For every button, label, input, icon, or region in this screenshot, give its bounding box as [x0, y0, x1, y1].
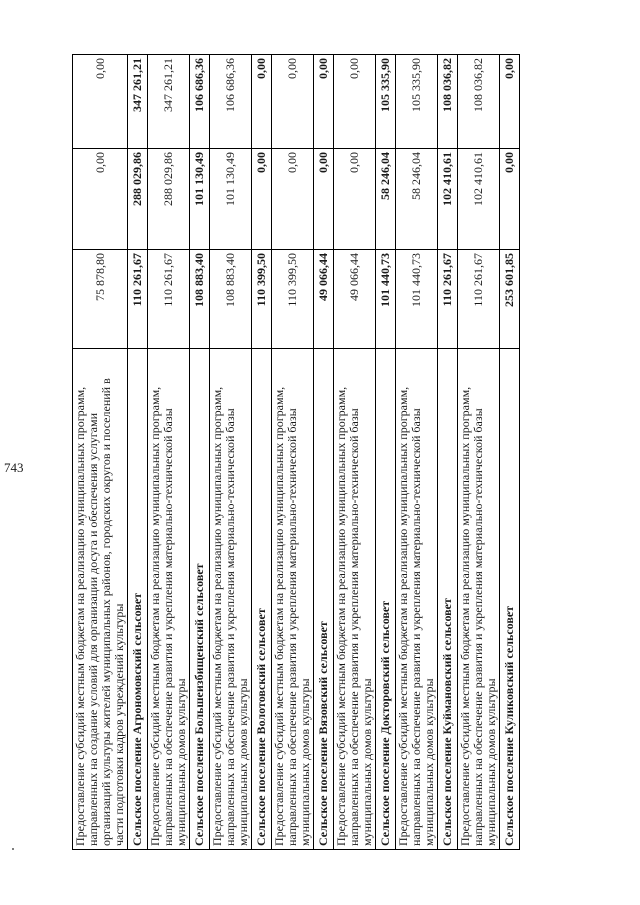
- value-col-2: 102 410,61: [458, 149, 500, 250]
- value-col-3: 106 686,36: [190, 55, 210, 149]
- row-label: Сельское поселение Докторовский сельсовет: [376, 349, 396, 850]
- scan-dot: [12, 848, 14, 850]
- page-number: 743: [4, 460, 24, 475]
- value-col-3: 105 335,90: [396, 55, 438, 149]
- value-col-1: 108 883,40: [210, 250, 252, 349]
- value-col-3: 105 335,90: [376, 55, 396, 149]
- value-col-2: 0,00: [73, 149, 128, 250]
- value-col-3: 347 261,21: [128, 55, 148, 149]
- subsidy-row: [334, 55, 376, 850]
- row-label: Предоставление субсидий местным бюджетам на реализацию муниципальных программ, направленных на обеспечение развития и укрепления материально-технической базы муниципальных домов культуры: [396, 349, 438, 850]
- row-label: Предоставление субсидий местным бюджетам на реализацию муниципальных программ, направленных на обеспечение развития и укрепления материально-технической базы муниципальных домов культуры: [334, 349, 376, 850]
- value-col-1: 110 399,50: [272, 250, 314, 349]
- value-col-3: 108 036,82: [438, 55, 458, 149]
- value-col-2: 0,00: [252, 149, 272, 250]
- value-col-1: 108 883,40: [190, 250, 210, 349]
- row-label: Сельское поселение Волотовский сельсовет: [252, 349, 272, 850]
- value-col-3: 0,00: [314, 55, 334, 149]
- value-col-1: 101 440,73: [396, 250, 438, 349]
- subsidy-row: [272, 55, 314, 850]
- subsidy-row: [73, 55, 128, 850]
- settlement-row: [252, 55, 272, 850]
- settlement-row: [190, 55, 210, 850]
- value-col-2: 0,00: [500, 149, 520, 250]
- rotated-page-content: [72, 55, 583, 850]
- value-col-1: 110 261,67: [458, 250, 500, 349]
- row-label: Сельское поселение Куликовский сельсовет: [500, 349, 520, 850]
- subsidy-row: [396, 55, 438, 850]
- row-label: Сельское поселение Вязовский сельсовет: [314, 349, 334, 850]
- row-label: Предоставление субсидий местным бюджетам на реализацию муниципальных программ, направленных на создание условий для организации досуга и обеспечения услугами организаций культуры жителей муниципальных районов, городских округов и поселений в части подготовки кадров учреждений культуры: [73, 349, 128, 850]
- row-label: Предоставление субсидий местным бюджетам на реализацию муниципальных программ, направленных на обеспечение развития и укрепления материально-технической базы муниципальных домов культуры: [458, 349, 500, 850]
- settlement-row: [128, 55, 148, 850]
- subsidy-row: [148, 55, 190, 850]
- row-label: Сельское поселение Большеизбищенский сельсовет: [190, 349, 210, 850]
- value-col-1: 49 066,44: [334, 250, 376, 349]
- subsidy-row: [210, 55, 252, 850]
- value-col-2: 101 130,49: [210, 149, 252, 250]
- rotated-table-wrapper: [72, 55, 583, 850]
- value-col-1: 49 066,44: [314, 250, 334, 349]
- settlement-row: [500, 55, 520, 850]
- value-col-2: 288 029,86: [148, 149, 190, 250]
- value-col-1: 253 601,85: [500, 250, 520, 349]
- value-col-2: 0,00: [334, 149, 376, 250]
- value-col-2: 0,00: [272, 149, 314, 250]
- row-label: Предоставление субсидий местным бюджетам на реализацию муниципальных программ, направленных на обеспечение развития и укрепления материально-технической базы муниципальных домов культуры: [210, 349, 252, 850]
- value-col-1: 110 261,67: [438, 250, 458, 349]
- value-col-1: 110 261,67: [148, 250, 190, 349]
- value-col-3: 347 261,21: [148, 55, 190, 149]
- value-col-3: 106 686,36: [210, 55, 252, 149]
- row-label: Предоставление субсидий местным бюджетам на реализацию муниципальных программ, направленных на обеспечение развития и укрепления материально-технической базы муниципальных домов культуры: [272, 349, 314, 850]
- row-label: Сельское поселение Агрономовский сельсовет: [128, 349, 148, 850]
- value-col-1: 110 261,67: [128, 250, 148, 349]
- value-col-2: 102 410,61: [438, 149, 458, 250]
- value-col-3: 108 036,82: [458, 55, 500, 149]
- row-label: Предоставление субсидий местным бюджетам на реализацию муниципальных программ, направленных на обеспечение развития и укрепления материально-технической базы муниципальных домов культуры: [148, 349, 190, 850]
- value-col-1: 75 878,80: [73, 250, 128, 349]
- value-col-2: 101 130,49: [190, 149, 210, 250]
- value-col-2: 58 246,04: [376, 149, 396, 250]
- subsidy-table-body: [73, 55, 520, 850]
- value-col-1: 101 440,73: [376, 250, 396, 349]
- settlement-row: [438, 55, 458, 850]
- subsidy-table: [72, 54, 520, 850]
- settlement-row: [376, 55, 396, 850]
- value-col-3: 0,00: [252, 55, 272, 149]
- value-col-3: 0,00: [272, 55, 314, 149]
- value-col-3: 0,00: [73, 55, 128, 149]
- value-col-3: 0,00: [334, 55, 376, 149]
- value-col-2: 0,00: [314, 149, 334, 250]
- value-col-1: 110 399,50: [252, 250, 272, 349]
- value-col-2: 288 029,86: [128, 149, 148, 250]
- row-label: Сельское поселение Куймановский сельсовет: [438, 349, 458, 850]
- value-col-2: 58 246,04: [396, 149, 438, 250]
- value-col-3: 0,00: [500, 55, 520, 149]
- settlement-row: [314, 55, 334, 850]
- subsidy-row: [458, 55, 500, 850]
